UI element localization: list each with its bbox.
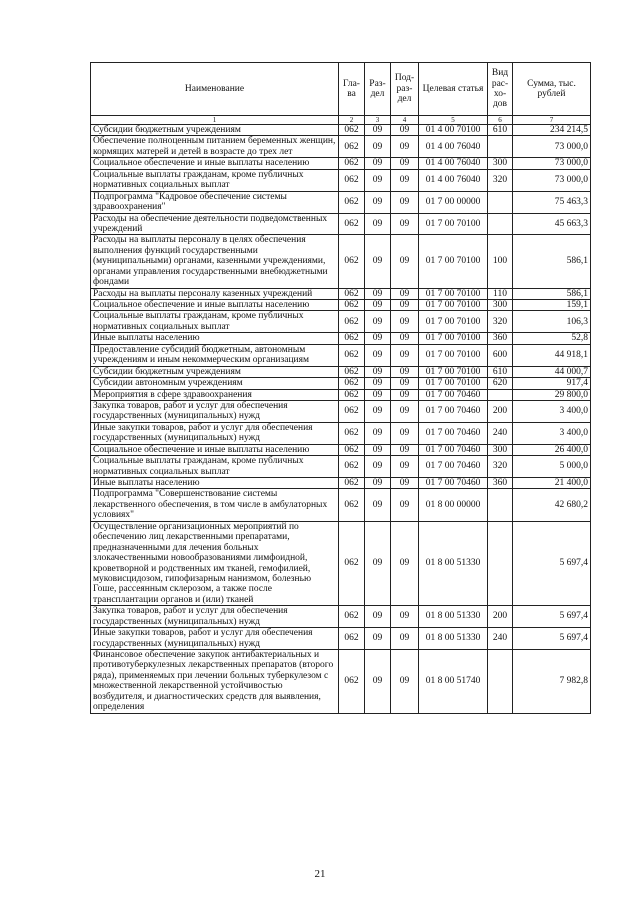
header-name: Наименование [91, 63, 339, 116]
cell-chapter: 062 [339, 489, 365, 521]
cell-subsection: 09 [391, 169, 419, 191]
cell-expense-type [488, 489, 513, 521]
cell-amount: 73 000,0 [513, 158, 591, 169]
table-body [91, 125, 591, 714]
cell-name: Иные выплаты населению [91, 333, 339, 344]
cell-expense-type: 200 [488, 606, 513, 628]
cell-amount: 75 463,3 [513, 191, 591, 213]
table-row [91, 288, 591, 299]
table-row [91, 213, 591, 235]
cell-section: 09 [365, 366, 391, 377]
cell-expense-type [488, 136, 513, 158]
header-section: Раз-дел [365, 63, 391, 116]
cell-target-article: 01 8 00 51330 [419, 521, 488, 606]
cell-subsection: 09 [391, 456, 419, 478]
column-number: 5 [419, 116, 488, 125]
cell-name: Подпрограмма "Кадровое обеспечение системы здравоохранения" [91, 191, 339, 213]
cell-expense-type: 360 [488, 478, 513, 489]
cell-amount: 45 663,3 [513, 213, 591, 235]
cell-chapter: 062 [339, 366, 365, 377]
cell-section: 09 [365, 158, 391, 169]
cell-chapter: 062 [339, 191, 365, 213]
cell-amount: 7 982,8 [513, 650, 591, 714]
cell-amount: 29 800,0 [513, 389, 591, 400]
cell-target-article: 01 7 00 00000 [419, 191, 488, 213]
cell-subsection: 09 [391, 650, 419, 714]
cell-subsection: 09 [391, 333, 419, 344]
table-row [91, 606, 591, 628]
cell-section: 09 [365, 333, 391, 344]
cell-target-article: 01 7 00 70460 [419, 422, 488, 444]
cell-target-article: 01 7 00 70100 [419, 235, 488, 288]
cell-chapter: 062 [339, 333, 365, 344]
cell-expense-type [488, 191, 513, 213]
cell-amount: 234 214,5 [513, 125, 591, 136]
cell-expense-type: 300 [488, 300, 513, 311]
cell-subsection: 09 [391, 628, 419, 650]
cell-subsection: 09 [391, 344, 419, 366]
table-row [91, 650, 591, 714]
table-row [91, 333, 591, 344]
cell-target-article: 01 7 00 70460 [419, 456, 488, 478]
cell-expense-type [488, 521, 513, 606]
cell-target-article: 01 4 00 76040 [419, 169, 488, 191]
cell-name: Социальное обеспечение и иные выплаты населению [91, 300, 339, 311]
table-row [91, 169, 591, 191]
cell-name: Субсидии бюджетным учреждениям [91, 366, 339, 377]
cell-amount: 159,1 [513, 300, 591, 311]
cell-name: Субсидии автономным учреждениям [91, 378, 339, 389]
cell-name: Иные выплаты населению [91, 478, 339, 489]
cell-target-article: 01 8 00 51330 [419, 628, 488, 650]
cell-subsection: 09 [391, 444, 419, 455]
table-row [91, 235, 591, 288]
cell-amount: 5 000,0 [513, 456, 591, 478]
table-row [91, 344, 591, 366]
cell-subsection: 09 [391, 521, 419, 606]
cell-name: Социальное обеспечение и иные выплаты населению [91, 158, 339, 169]
header-row [91, 63, 591, 116]
cell-section: 09 [365, 628, 391, 650]
cell-target-article: 01 7 00 70100 [419, 366, 488, 377]
cell-section: 09 [365, 125, 391, 136]
cell-expense-type: 360 [488, 333, 513, 344]
cell-chapter: 062 [339, 344, 365, 366]
cell-target-article: 01 7 00 70100 [419, 333, 488, 344]
cell-expense-type: 100 [488, 235, 513, 288]
cell-amount: 42 680,2 [513, 489, 591, 521]
column-number: 1 [91, 116, 339, 125]
cell-target-article: 01 7 00 70460 [419, 444, 488, 455]
cell-expense-type: 300 [488, 444, 513, 455]
cell-expense-type: 610 [488, 125, 513, 136]
cell-name: Подпрограмма "Совершенствование системы лекарственного обеспечения, в том числе в амбулаторных условиях" [91, 489, 339, 521]
cell-amount: 26 400,0 [513, 444, 591, 455]
table-row [91, 456, 591, 478]
table-row [91, 311, 591, 333]
cell-target-article: 01 8 00 00000 [419, 489, 488, 521]
cell-chapter: 062 [339, 378, 365, 389]
cell-section: 09 [365, 456, 391, 478]
cell-expense-type: 620 [488, 378, 513, 389]
cell-section: 09 [365, 191, 391, 213]
table-row [91, 478, 591, 489]
cell-target-article: 01 7 00 70460 [419, 478, 488, 489]
cell-section: 09 [365, 521, 391, 606]
cell-amount: 3 400,0 [513, 400, 591, 422]
table-row [91, 125, 591, 136]
header-expense-type: Вид рас-хо-дов [488, 63, 513, 116]
cell-expense-type: 240 [488, 628, 513, 650]
column-number: 2 [339, 116, 365, 125]
cell-subsection: 09 [391, 606, 419, 628]
cell-chapter: 062 [339, 158, 365, 169]
column-number: 4 [391, 116, 419, 125]
cell-expense-type [488, 213, 513, 235]
cell-chapter: 062 [339, 456, 365, 478]
cell-subsection: 09 [391, 389, 419, 400]
cell-section: 09 [365, 606, 391, 628]
cell-target-article: 01 7 00 70100 [419, 288, 488, 299]
cell-section: 09 [365, 311, 391, 333]
cell-name: Иные закупки товаров, работ и услуг для обеспечения государственных (муниципальных) нужд [91, 422, 339, 444]
cell-section: 09 [365, 136, 391, 158]
cell-name: Социальные выплаты гражданам, кроме публичных нормативных социальных выплат [91, 311, 339, 333]
cell-subsection: 09 [391, 366, 419, 377]
cell-amount: 106,3 [513, 311, 591, 333]
cell-section: 09 [365, 235, 391, 288]
cell-chapter: 062 [339, 478, 365, 489]
cell-expense-type: 600 [488, 344, 513, 366]
cell-amount: 586,1 [513, 235, 591, 288]
cell-name: Мероприятия в сфере здравоохранения [91, 389, 339, 400]
column-number: 6 [488, 116, 513, 125]
table-row [91, 444, 591, 455]
cell-subsection: 09 [391, 378, 419, 389]
cell-target-article: 01 8 00 51330 [419, 606, 488, 628]
cell-chapter: 062 [339, 444, 365, 455]
cell-chapter: 062 [339, 235, 365, 288]
cell-amount: 44 000,7 [513, 366, 591, 377]
cell-section: 09 [365, 288, 391, 299]
cell-target-article: 01 4 00 76040 [419, 158, 488, 169]
column-number: 3 [365, 116, 391, 125]
cell-name: Социальные выплаты гражданам, кроме публичных нормативных социальных выплат [91, 169, 339, 191]
table-row [91, 389, 591, 400]
cell-chapter: 062 [339, 311, 365, 333]
cell-name: Закупка товаров, работ и услуг для обеспечения государственных (муниципальных) нужд [91, 400, 339, 422]
cell-name: Закупка товаров, работ и услуг для обеспечения государственных (муниципальных) нужд [91, 606, 339, 628]
cell-amount: 21 400,0 [513, 478, 591, 489]
cell-subsection: 09 [391, 300, 419, 311]
cell-target-article: 01 7 00 70460 [419, 389, 488, 400]
cell-target-article: 01 7 00 70100 [419, 378, 488, 389]
column-number: 7 [513, 116, 591, 125]
cell-section: 09 [365, 478, 391, 489]
cell-chapter: 062 [339, 521, 365, 606]
cell-chapter: 062 [339, 169, 365, 191]
cell-chapter: 062 [339, 125, 365, 136]
cell-subsection: 09 [391, 213, 419, 235]
cell-subsection: 09 [391, 136, 419, 158]
cell-amount: 5 697,4 [513, 628, 591, 650]
cell-chapter: 062 [339, 650, 365, 714]
cell-subsection: 09 [391, 235, 419, 288]
table-row [91, 378, 591, 389]
table-row [91, 191, 591, 213]
cell-section: 09 [365, 378, 391, 389]
cell-section: 09 [365, 400, 391, 422]
cell-subsection: 09 [391, 311, 419, 333]
cell-expense-type: 240 [488, 422, 513, 444]
cell-chapter: 062 [339, 628, 365, 650]
cell-subsection: 09 [391, 478, 419, 489]
cell-subsection: 09 [391, 489, 419, 521]
cell-amount: 5 697,4 [513, 606, 591, 628]
cell-target-article: 01 7 00 70100 [419, 311, 488, 333]
cell-name: Иные закупки товаров, работ и услуг для обеспечения государственных (муниципальных) нужд [91, 628, 339, 650]
cell-expense-type: 300 [488, 158, 513, 169]
cell-amount: 917,4 [513, 378, 591, 389]
budget-table [90, 62, 591, 714]
cell-section: 09 [365, 650, 391, 714]
cell-section: 09 [365, 422, 391, 444]
cell-section: 09 [365, 444, 391, 455]
cell-expense-type: 200 [488, 400, 513, 422]
table-row [91, 136, 591, 158]
cell-chapter: 062 [339, 606, 365, 628]
header-subsection: Под-раз-дел [391, 63, 419, 116]
cell-amount: 52,8 [513, 333, 591, 344]
cell-subsection: 09 [391, 288, 419, 299]
table-row [91, 300, 591, 311]
cell-chapter: 062 [339, 422, 365, 444]
table-row [91, 489, 591, 521]
cell-section: 09 [365, 300, 391, 311]
cell-name: Расходы на выплаты персоналу казенных учреждений [91, 288, 339, 299]
cell-name: Обеспечение полноценным питанием беременных женщин, кормящих матерей и детей в возрасте до трех лет [91, 136, 339, 158]
header-target-article: Целевая статья [419, 63, 488, 116]
cell-expense-type: 610 [488, 366, 513, 377]
header-amount: Сумма, тыс. рублей [513, 63, 591, 116]
cell-section: 09 [365, 389, 391, 400]
cell-amount: 44 918,1 [513, 344, 591, 366]
cell-name: Расходы на обеспечение деятельности подведомственных учреждений [91, 213, 339, 235]
cell-target-article: 01 7 00 70100 [419, 300, 488, 311]
cell-name: Субсидии бюджетным учреждениям [91, 125, 339, 136]
cell-amount: 73 000,0 [513, 136, 591, 158]
cell-target-article: 01 7 00 70100 [419, 213, 488, 235]
cell-expense-type [488, 389, 513, 400]
cell-target-article: 01 4 00 76040 [419, 136, 488, 158]
cell-subsection: 09 [391, 191, 419, 213]
cell-name: Расходы на выплаты персоналу в целях обеспечения выполнения функций государственными (муниципальными) органами, казенными учреждениями, органами управления государственными внебюджетными фондами [91, 235, 339, 288]
cell-target-article: 01 8 00 51740 [419, 650, 488, 714]
table-row [91, 158, 591, 169]
cell-subsection: 09 [391, 158, 419, 169]
cell-subsection: 09 [391, 422, 419, 444]
table-row [91, 628, 591, 650]
cell-chapter: 062 [339, 389, 365, 400]
cell-amount: 5 697,4 [513, 521, 591, 606]
cell-name: Социальное обеспечение и иные выплаты населению [91, 444, 339, 455]
table-row [91, 400, 591, 422]
cell-amount: 73 000,0 [513, 169, 591, 191]
cell-expense-type: 320 [488, 456, 513, 478]
cell-subsection: 09 [391, 400, 419, 422]
cell-chapter: 062 [339, 213, 365, 235]
cell-section: 09 [365, 213, 391, 235]
table-row [91, 422, 591, 444]
cell-chapter: 062 [339, 288, 365, 299]
cell-name: Предоставление субсидий бюджетным, автономным учреждениям и иным некоммерческим организациям [91, 344, 339, 366]
cell-target-article: 01 4 00 70100 [419, 125, 488, 136]
cell-name: Осуществление организационных мероприятий по обеспечению лиц лекарственными препаратами, предназначенными для лечения больных злокачественными новообразованиями лимфоидной, кроветворной и родственных им тканей, гемофилией, муковисцидозом, гипофизарным нанизмом, болезнью Гоше, рассеянным склерозом, а также после трансплантации органов и (или) тканей [91, 521, 339, 606]
cell-amount: 3 400,0 [513, 422, 591, 444]
cell-section: 09 [365, 344, 391, 366]
table-row [91, 366, 591, 377]
cell-expense-type [488, 650, 513, 714]
cell-chapter: 062 [339, 400, 365, 422]
cell-section: 09 [365, 489, 391, 521]
cell-target-article: 01 7 00 70100 [419, 344, 488, 366]
cell-subsection: 09 [391, 125, 419, 136]
cell-expense-type: 320 [488, 169, 513, 191]
table-row [91, 521, 591, 606]
cell-name: Финансовое обеспечение закупок антибактериальных и противотуберкулезных лекарственных препаратов (второго ряда), применяемых при лечении больных туберкулезом с множественной лекарственной устойчивостью возбудителя, и диагностических средств для выявления, определения [91, 650, 339, 714]
header-chapter: Гла-ва [339, 63, 365, 116]
cell-expense-type: 110 [488, 288, 513, 299]
column-number-row [91, 116, 591, 125]
cell-amount: 586,1 [513, 288, 591, 299]
cell-expense-type: 320 [488, 311, 513, 333]
page-number: 21 [314, 868, 326, 880]
cell-chapter: 062 [339, 136, 365, 158]
cell-chapter: 062 [339, 300, 365, 311]
cell-name: Социальные выплаты гражданам, кроме публичных нормативных социальных выплат [91, 456, 339, 478]
cell-section: 09 [365, 169, 391, 191]
cell-target-article: 01 7 00 70460 [419, 400, 488, 422]
